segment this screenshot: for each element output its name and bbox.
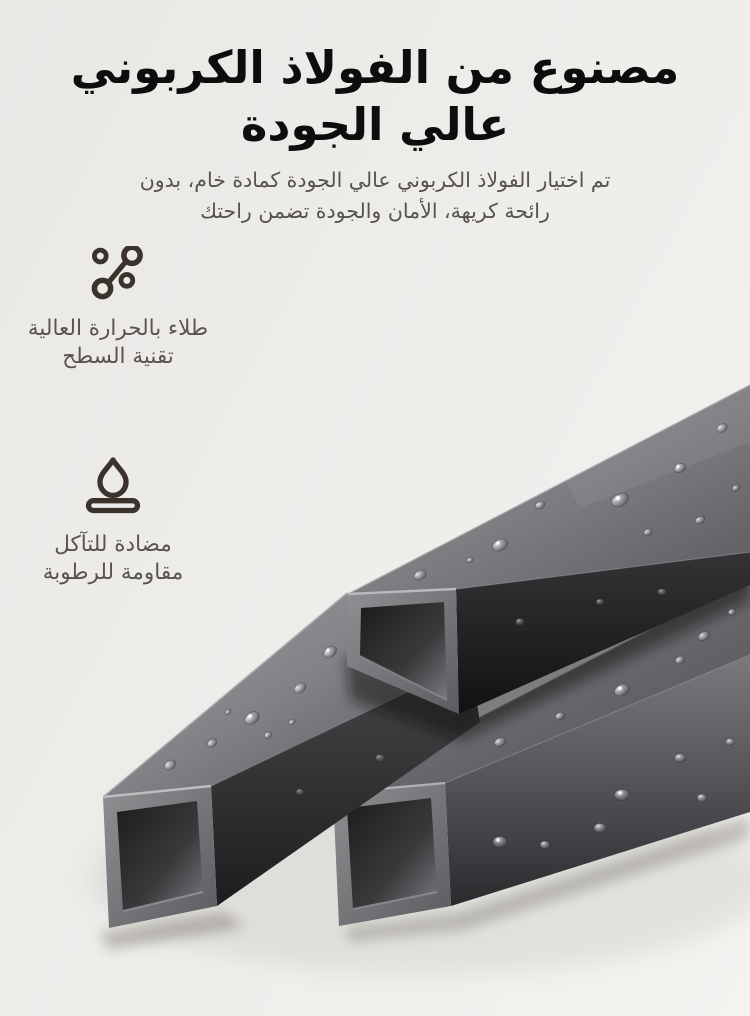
feature-heat-coating (10, 246, 226, 372)
feature-corrosion-resistance-label (2, 531, 224, 588)
water-drop-icon (2, 456, 224, 516)
feature-corrosion-resistance (2, 456, 224, 588)
page-title-line2: عالي الجودة (240, 97, 510, 151)
feature-heat-coating-label (10, 315, 226, 372)
feature-corrosion-line2: مقاومة للرطوبة (42, 560, 184, 586)
page-subtitle-line2: رائحة كريهة، الأمان والجودة تضمن راحتك (200, 199, 550, 224)
feature-heat-coating-line1: طلاء بالحرارة العالية (27, 316, 209, 341)
page-title-line1: مصنوع من الفولاذ الكربوني (70, 41, 680, 94)
page-title (0, 40, 750, 153)
page-subtitle (75, 165, 675, 227)
feature-corrosion-line1: مضادة للتآكل (54, 532, 172, 557)
feature-heat-coating-line2: تقنية السطح (62, 344, 174, 370)
molecule-icon (10, 246, 226, 300)
header (0, 40, 750, 227)
page-subtitle-line1: تم اختيار الفولاذ الكربوني عالي الجودة كمادة خام، بدون (139, 168, 611, 193)
